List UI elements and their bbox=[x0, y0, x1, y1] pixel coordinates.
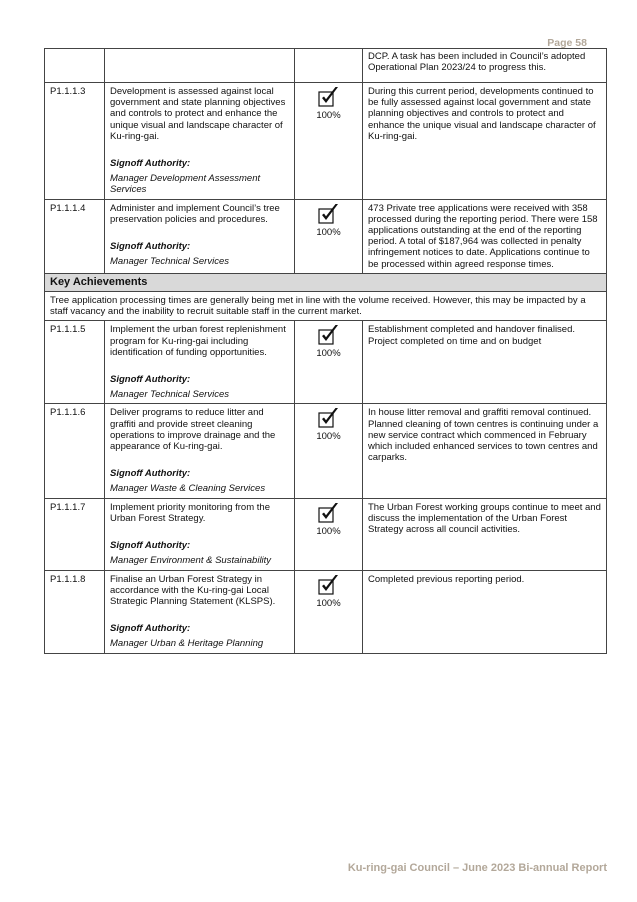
action-code: P1.1.1.4 bbox=[45, 199, 105, 273]
checkmark-icon bbox=[318, 203, 340, 225]
table-row-continued bbox=[45, 49, 607, 83]
table-row-p1-1-1-5 bbox=[45, 321, 607, 404]
signoff-label: Signoff Authority: bbox=[110, 374, 191, 386]
table-row-p1-1-1-6 bbox=[45, 404, 607, 498]
action-code: P1.1.1.6 bbox=[45, 404, 105, 498]
table-row-p1-1-1-7 bbox=[45, 498, 607, 570]
page-number: Page 58 bbox=[547, 37, 587, 49]
checkmark-icon bbox=[318, 324, 340, 346]
action-code: P1.1.1.3 bbox=[45, 83, 105, 200]
key-achievements-heading: Key Achievements bbox=[45, 273, 607, 291]
progress-comment: During this current period, developments continued to be fully assessed against local government and state planning objectives and controls to protect and enhance the unique visual and landscape character of Ku-ring-gai. bbox=[363, 83, 607, 200]
report-footer: Ku-ring-gai Council – June 2023 Bi-annual Report bbox=[347, 862, 607, 874]
checkmark-icon bbox=[318, 502, 340, 524]
action-description: Finalise an Urban Forest Strategy in accordance with the Ku-ring-gai Local Strategic Planning Statement (KLSPS). bbox=[110, 573, 276, 607]
signoff-authority: Manager Development Assessment Services bbox=[110, 173, 261, 196]
progress-comment: Establishment completed and handover finalised. Project completed on time and on budget bbox=[363, 321, 607, 404]
status-cell bbox=[295, 83, 363, 200]
signoff-authority: Manager Technical Services bbox=[110, 256, 229, 268]
status-cell bbox=[295, 570, 363, 653]
progress-percent: 100% bbox=[316, 525, 341, 537]
signoff-label: Signoff Authority: bbox=[110, 540, 191, 552]
progress-percent: 100% bbox=[316, 597, 341, 609]
signoff-authority: Manager Urban & Heritage Planning bbox=[110, 638, 264, 650]
progress-comment: Completed previous reporting period. bbox=[363, 570, 607, 653]
signoff-label: Signoff Authority: bbox=[110, 623, 191, 635]
action-description-cell bbox=[105, 404, 295, 498]
key-achievements-row bbox=[45, 292, 607, 321]
action-description: Implement the urban forest replenishment program for Ku-ring-gai including identification of funding opportunities. bbox=[110, 324, 286, 358]
table-row-p1-1-1-3 bbox=[45, 83, 607, 200]
key-achievements-header-row bbox=[45, 273, 607, 291]
action-description-cell bbox=[105, 321, 295, 404]
status-cell bbox=[295, 498, 363, 570]
signoff-authority: Manager Technical Services bbox=[110, 389, 229, 401]
signoff-label: Signoff Authority: bbox=[110, 241, 191, 253]
signoff-authority: Manager Environment & Sustainability bbox=[110, 555, 272, 567]
action-description: Implement priority monitoring from the Urban Forest Strategy. bbox=[110, 501, 270, 524]
action-code: P1.1.1.7 bbox=[45, 498, 105, 570]
progress-comment: The Urban Forest working groups continue to meet and discuss the implementation of the Urban Forest Strategy across all council activities. bbox=[363, 498, 607, 570]
checkmark-icon bbox=[318, 86, 340, 108]
progress-percent: 100% bbox=[316, 348, 341, 360]
action-description-cell bbox=[105, 570, 295, 653]
description-cell bbox=[105, 49, 295, 83]
progress-comment: 473 Private tree applications were received with 358 processed during the reporting period. There were 158 applications outstanding at the end of the reporting period. A total of $187,964 was collected in penalty infringement notices to date. Applications continue to be processed within agreed response times. bbox=[363, 199, 607, 273]
action-description: Administer and implement Council’s tree preservation policies and procedures. bbox=[110, 202, 280, 225]
action-code: P1.1.1.8 bbox=[45, 570, 105, 653]
signoff-label: Signoff Authority: bbox=[110, 158, 191, 170]
table-row-p1-1-1-8 bbox=[45, 570, 607, 653]
progress-percent: 100% bbox=[316, 226, 341, 238]
key-achievements-text: Tree application processing times are generally being met in line with the volume received. However, this may be impacted by a staff vacancy and the inability to recruit suitable staff in the current market. bbox=[45, 292, 607, 321]
action-description: Deliver programs to reduce litter and graffiti and provide street cleaning operations to improve drainage and the appearance of Ku-ring-gai. bbox=[110, 407, 276, 453]
table-row-p1-1-1-4 bbox=[45, 199, 607, 273]
status-cell bbox=[295, 404, 363, 498]
progress-percent: 100% bbox=[316, 110, 341, 121]
action-description-cell bbox=[105, 498, 295, 570]
action-description-cell bbox=[105, 199, 295, 273]
signoff-authority: Manager Waste & Cleaning Services bbox=[110, 483, 266, 495]
signoff-label: Signoff Authority: bbox=[110, 468, 191, 480]
checkmark-icon bbox=[318, 407, 340, 429]
action-description: Development is assessed against local government and state planning objectives and controls to protect and enhance the unique visual and landscape character of Ku-ring-gai. bbox=[110, 86, 286, 142]
code-cell bbox=[45, 49, 105, 83]
progress-comment: In house litter removal and graffiti removal continued. Planned cleaning of town centres is continuing under a new service contract which commenced in February which included enhanced services to town centres and carparks. bbox=[363, 404, 607, 498]
status-cell bbox=[295, 49, 363, 83]
action-code: P1.1.1.5 bbox=[45, 321, 105, 404]
progress-percent: 100% bbox=[316, 431, 341, 443]
checkmark-icon bbox=[318, 574, 340, 596]
status-cell bbox=[295, 199, 363, 273]
status-cell bbox=[295, 321, 363, 404]
comment-cell: DCP. A task has been included in Council’s adopted Operational Plan 2023/24 to progress this. bbox=[363, 49, 607, 83]
action-description-cell bbox=[105, 83, 295, 200]
action-table bbox=[44, 48, 607, 654]
